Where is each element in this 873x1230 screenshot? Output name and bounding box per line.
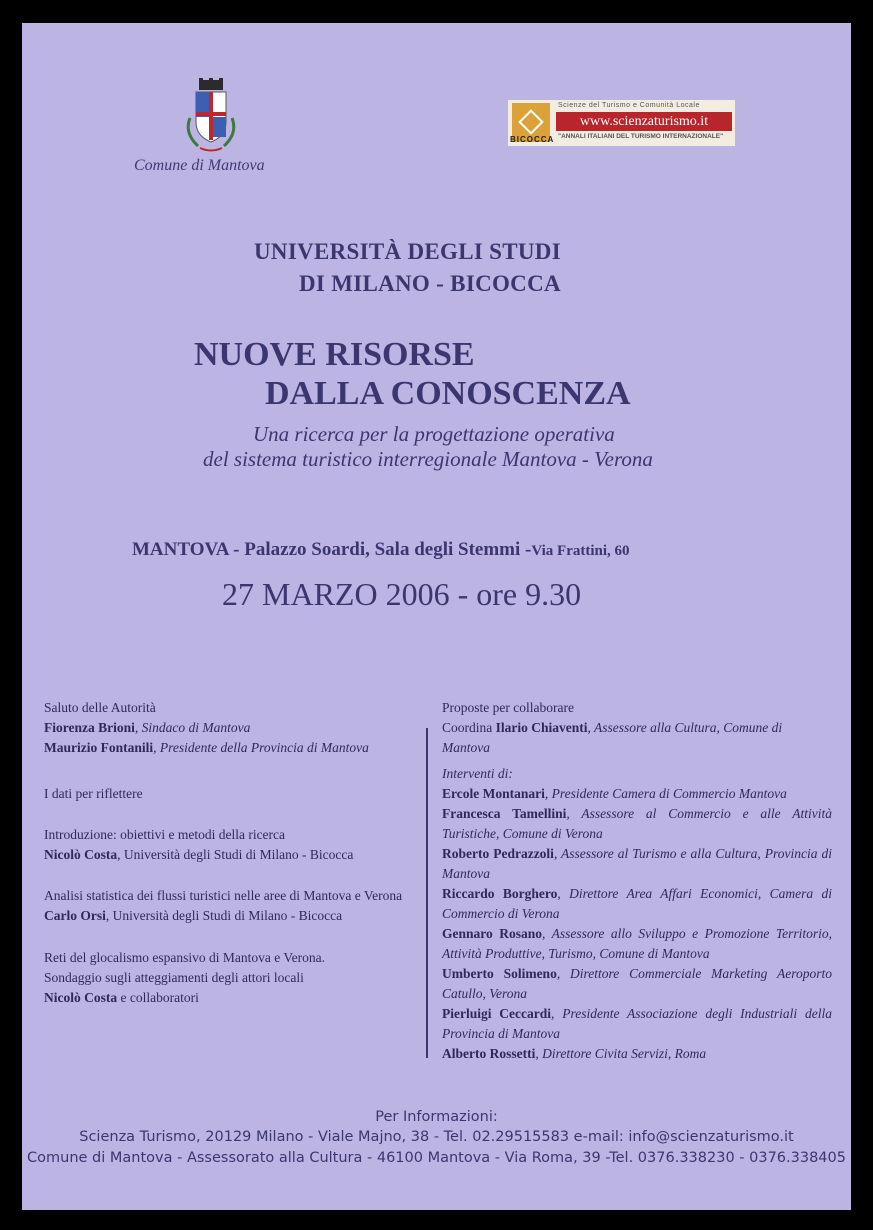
coordinator-role: , Assessore alla Cultura, Comune di Mantova xyxy=(442,720,783,755)
speaker-line xyxy=(442,884,832,924)
logo-word: BICOCCA xyxy=(510,135,555,144)
comune-label: Comune di Mantova xyxy=(134,157,265,174)
speaker-role: , Presidente Camera di Commercio Mantova xyxy=(544,786,787,801)
speaker-affiliation: , Università degli Studi di Milano - Bicocca xyxy=(105,908,343,923)
coordinator-label: Coordina xyxy=(442,720,496,735)
logo-annali: "ANNALI ITALIANI DEL TURISMO INTERNAZIONALE" xyxy=(558,133,724,140)
section-heading: I dati per riflettere xyxy=(44,786,143,801)
speaker-name: Fiorenza Brioni xyxy=(44,720,135,735)
speaker-role: , Assessore al Commercio e alle Attività Turistiche, Comune di Verona xyxy=(442,806,832,841)
speaker-name: Carlo Orsi xyxy=(44,908,106,923)
section-heading: Proposte per collaborare xyxy=(442,700,574,715)
speaker-line xyxy=(44,988,424,1008)
program-left-section-5 xyxy=(44,948,424,1008)
footer-info-label: Per Informazioni: xyxy=(375,1109,498,1125)
logo-url: www.scienzaturismo.it xyxy=(556,112,732,131)
section-heading: Reti del glocalismo espansivo di Mantova e Verona. xyxy=(44,950,325,965)
subtitle-line-1: Una ricerca per la progettazione operativa xyxy=(253,422,615,446)
speaker-role: , Direttore Commerciale Marketing Aeroporto Catullo, Verona xyxy=(442,966,832,1001)
speaker-line xyxy=(442,1044,832,1064)
university-line-1: UNIVERSITÀ DEGLI STUDI xyxy=(254,239,561,264)
speaker-name: Nicolò Costa xyxy=(44,990,118,1005)
speaker-name: Francesca Tamellini xyxy=(442,806,567,821)
speaker-role: , Assessore allo Sviluppo e Promozione Territorio, Attività Produttive, Turismo, Comune di Mantova xyxy=(442,926,832,961)
speaker-name: Umberto Solimeno xyxy=(442,966,557,981)
speaker-line xyxy=(442,964,832,1004)
speaker-name: Roberto Pedrazzoli xyxy=(442,846,554,861)
speaker-affiliation: e collaboratori xyxy=(117,990,199,1005)
speaker-name: Nicolò Costa xyxy=(44,847,118,862)
column-divider xyxy=(426,728,428,1058)
event-date: 27 MARZO 2006 - ore 9.30 xyxy=(222,576,582,612)
speaker-line xyxy=(44,845,424,865)
speaker-role: , Assessore al Turismo e alla Cultura, Provincia di Mantova xyxy=(442,846,832,881)
speaker-name: Riccardo Borghero xyxy=(442,886,558,901)
interventi-label: Interventi di: xyxy=(442,766,513,781)
speaker-name: Ercole Montanari xyxy=(442,786,545,801)
speaker-line xyxy=(442,784,832,804)
speaker-name: Alberto Rossetti xyxy=(442,1046,536,1061)
section-heading: Saluto delle Autorità xyxy=(44,700,156,715)
section-heading: Introduzione: obiettivi e metodi della ricerca xyxy=(44,827,286,842)
program-left-section-4 xyxy=(44,886,424,926)
coordinator-line xyxy=(442,718,832,758)
footer-scienza-turismo: Scienza Turismo, 20129 Milano - Viale Majno, 38 - Tel. 02.29515583 e-mail: info@scienzaturismo.it xyxy=(79,1129,794,1145)
program-right-column xyxy=(442,698,832,1064)
title-line-2: DALLA CONOSCENZA xyxy=(265,375,631,412)
venue-name: MANTOVA - Palazzo Soardi, Sala degli Stemmi - xyxy=(132,539,532,560)
title-line-1: NUOVE RISORSE xyxy=(194,336,475,373)
speaker-name: Maurizio Fontanili xyxy=(44,740,154,755)
section-heading: Analisi statistica dei flussi turistici nelle aree di Mantova e Verona xyxy=(44,888,403,903)
speaker-line xyxy=(442,804,832,844)
speaker-name: Pierluigi Ceccardi xyxy=(442,1006,552,1021)
poster-sheet xyxy=(22,23,851,1210)
speaker-line xyxy=(44,718,424,738)
event-venue xyxy=(132,539,630,561)
logo-tagline: Scienze del Turismo e Comunità Locale xyxy=(558,102,700,109)
speaker-role: , Direttore Civita Servizi, Roma xyxy=(535,1046,707,1061)
university-line-2: DI MILANO - BICOCCA xyxy=(299,271,561,296)
section-heading: Sondaggio sugli atteggiamenti degli attori locali xyxy=(44,970,304,985)
speaker-name: Gennaro Rosano xyxy=(442,926,543,941)
comune-crest-icon xyxy=(180,78,242,154)
program-left-column xyxy=(44,698,424,758)
program-left-section-3 xyxy=(44,825,424,865)
speaker-role: , Presidente Associazione degli Industriali della Provincia di Mantova xyxy=(442,1006,832,1041)
speaker-role: , Direttore Area Affari Economici, Camera di Commercio di Verona xyxy=(442,886,832,921)
scienzaturismo-logo xyxy=(508,100,735,146)
footer-comune-mantova: Comune di Mantova - Assessorato alla Cultura - 46100 Mantova - Via Roma, 39 -Tel. 0376.338230 - 0376.338405 xyxy=(27,1150,846,1166)
speaker-role: , Sindaco di Mantova xyxy=(134,720,251,735)
speaker-line xyxy=(442,924,832,964)
subtitle-line-2: del sistema turistico interregionale Mantova - Verona xyxy=(203,447,653,471)
speaker-role: , Presidente della Provincia di Mantova xyxy=(153,740,369,755)
venue-address: Via Frattini, 60 xyxy=(531,543,630,559)
coordinator-name: Ilario Chiaventi xyxy=(495,720,588,735)
program-left-section-2 xyxy=(44,784,424,804)
speaker-line xyxy=(44,906,424,926)
speaker-line xyxy=(44,738,424,758)
speaker-line xyxy=(442,1004,832,1044)
speaker-affiliation: , Università degli Studi di Milano - Bicocca xyxy=(117,847,354,862)
speaker-line xyxy=(442,844,832,884)
